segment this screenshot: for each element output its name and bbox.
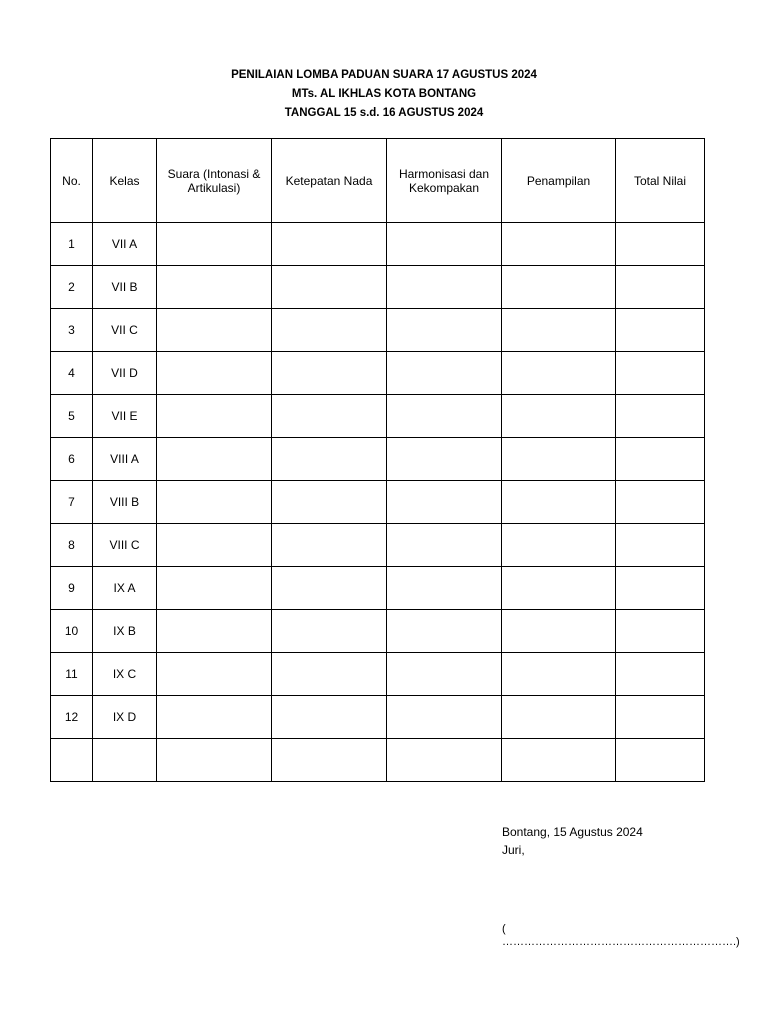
cell-no: 2 [51, 266, 93, 309]
cell-kelas: VII C [93, 309, 157, 352]
signature-name-line: ( ……………………………………………………….) [502, 923, 740, 948]
table-row [51, 481, 705, 524]
cell-no: 5 [51, 395, 93, 438]
column-header-harmonisasi: Harmonisasi dan Kekompakan [387, 139, 502, 223]
cell-no: 1 [51, 223, 93, 266]
cell-score-penampilan[interactable] [502, 438, 616, 481]
cell-kelas: VII E [93, 395, 157, 438]
cell-score-harmonisasi[interactable] [387, 223, 502, 266]
document-header [0, 66, 768, 123]
cell-kelas: IX A [93, 567, 157, 610]
cell-score-harmonisasi[interactable] [387, 352, 502, 395]
table-row [51, 653, 705, 696]
table-row [51, 524, 705, 567]
cell-score-harmonisasi[interactable] [387, 653, 502, 696]
cell-score-total-nilai[interactable] [616, 438, 705, 481]
cell-score-suara[interactable] [157, 610, 272, 653]
cell-kelas: VIII B [93, 481, 157, 524]
column-header-no: No. [51, 139, 93, 223]
score-table [50, 138, 705, 782]
cell-score-suara[interactable] [157, 696, 272, 739]
table-row [51, 610, 705, 653]
cell-no [51, 739, 93, 782]
cell-score-total-nilai[interactable] [616, 395, 705, 438]
cell-score-penampilan[interactable] [502, 739, 616, 782]
cell-score-suara[interactable] [157, 481, 272, 524]
cell-score-penampilan[interactable] [502, 481, 616, 524]
cell-score-total-nilai[interactable] [616, 567, 705, 610]
column-header-suara: Suara (Intonasi & Artikulasi) [157, 139, 272, 223]
cell-score-suara[interactable] [157, 223, 272, 266]
cell-score-penampilan[interactable] [502, 223, 616, 266]
cell-no: 8 [51, 524, 93, 567]
cell-score-penampilan[interactable] [502, 309, 616, 352]
cell-score-harmonisasi[interactable] [387, 696, 502, 739]
cell-no: 3 [51, 309, 93, 352]
cell-score-total-nilai[interactable] [616, 223, 705, 266]
column-header-penampilan: Penampilan [502, 139, 616, 223]
cell-score-harmonisasi[interactable] [387, 481, 502, 524]
header-title: PENILAIAN LOMBA PADUAN SUARA 17 AGUSTUS 2024 [231, 69, 537, 81]
cell-score-penampilan[interactable] [502, 524, 616, 567]
signature-place-date: Bontang, 15 Agustus 2024 [502, 825, 643, 839]
table-body [51, 223, 705, 782]
cell-score-penampilan[interactable] [502, 352, 616, 395]
cell-kelas [93, 739, 157, 782]
cell-score-suara[interactable] [157, 653, 272, 696]
cell-score-ketepatan-nada[interactable] [272, 653, 387, 696]
cell-score-ketepatan-nada[interactable] [272, 524, 387, 567]
cell-score-ketepatan-nada[interactable] [272, 309, 387, 352]
header-school: MTs. AL IKHLAS KOTA BONTANG [291, 88, 477, 100]
cell-score-penampilan[interactable] [502, 266, 616, 309]
cell-score-penampilan[interactable] [502, 653, 616, 696]
header-date: TANGGAL 15 s.d. 16 AGUSTUS 2024 [284, 107, 484, 119]
cell-score-penampilan[interactable] [502, 395, 616, 438]
cell-kelas: VII D [93, 352, 157, 395]
cell-score-total-nilai[interactable] [616, 309, 705, 352]
cell-score-ketepatan-nada[interactable] [272, 696, 387, 739]
cell-score-penampilan[interactable] [502, 567, 616, 610]
cell-score-ketepatan-nada[interactable] [272, 739, 387, 782]
cell-score-harmonisasi[interactable] [387, 438, 502, 481]
cell-no: 12 [51, 696, 93, 739]
table-header-row [51, 139, 705, 223]
table-row [51, 395, 705, 438]
cell-no: 6 [51, 438, 93, 481]
table-row [51, 438, 705, 481]
cell-score-suara[interactable] [157, 266, 272, 309]
cell-score-ketepatan-nada[interactable] [272, 395, 387, 438]
cell-score-ketepatan-nada[interactable] [272, 352, 387, 395]
table-row [51, 223, 705, 266]
cell-no: 10 [51, 610, 93, 653]
cell-score-suara[interactable] [157, 524, 272, 567]
column-header-total-nilai: Total Nilai [616, 139, 705, 223]
cell-score-total-nilai[interactable] [616, 524, 705, 567]
column-header-kelas: Kelas [93, 139, 157, 223]
cell-kelas: IX B [93, 610, 157, 653]
cell-score-total-nilai[interactable] [616, 481, 705, 524]
cell-score-ketepatan-nada[interactable] [272, 266, 387, 309]
cell-score-total-nilai[interactable] [616, 266, 705, 309]
cell-score-harmonisasi[interactable] [387, 739, 502, 782]
table-row [51, 567, 705, 610]
cell-score-total-nilai[interactable] [616, 653, 705, 696]
cell-kelas: VIII A [93, 438, 157, 481]
cell-score-harmonisasi[interactable] [387, 309, 502, 352]
table-row [51, 266, 705, 309]
cell-kelas: IX D [93, 696, 157, 739]
cell-score-harmonisasi[interactable] [387, 567, 502, 610]
cell-score-ketepatan-nada[interactable] [272, 438, 387, 481]
cell-kelas: IX C [93, 653, 157, 696]
cell-kelas: VII B [93, 266, 157, 309]
cell-score-suara[interactable] [157, 438, 272, 481]
cell-no: 11 [51, 653, 93, 696]
table-row [51, 739, 705, 782]
column-header-ketepatan-nada: Ketepatan Nada [272, 139, 387, 223]
cell-score-suara[interactable] [157, 395, 272, 438]
cell-score-suara[interactable] [157, 309, 272, 352]
cell-score-penampilan[interactable] [502, 610, 616, 653]
cell-score-suara[interactable] [157, 352, 272, 395]
cell-score-total-nilai[interactable] [616, 610, 705, 653]
signature-role: Juri, [502, 843, 525, 857]
cell-no: 9 [51, 567, 93, 610]
cell-score-ketepatan-nada[interactable] [272, 610, 387, 653]
cell-score-ketepatan-nada[interactable] [272, 223, 387, 266]
cell-score-suara[interactable] [157, 567, 272, 610]
cell-score-total-nilai[interactable] [616, 739, 705, 782]
cell-score-harmonisasi[interactable] [387, 266, 502, 309]
signature-block [502, 823, 740, 948]
cell-score-penampilan[interactable] [502, 696, 616, 739]
cell-score-harmonisasi[interactable] [387, 610, 502, 653]
cell-kelas: VIII C [93, 524, 157, 567]
table-row [51, 696, 705, 739]
cell-score-harmonisasi[interactable] [387, 395, 502, 438]
cell-score-ketepatan-nada[interactable] [272, 481, 387, 524]
cell-no: 4 [51, 352, 93, 395]
cell-no: 7 [51, 481, 93, 524]
cell-score-total-nilai[interactable] [616, 352, 705, 395]
cell-score-harmonisasi[interactable] [387, 524, 502, 567]
cell-kelas: VII A [93, 223, 157, 266]
table-row [51, 352, 705, 395]
table-row [51, 309, 705, 352]
cell-score-total-nilai[interactable] [616, 696, 705, 739]
cell-score-ketepatan-nada[interactable] [272, 567, 387, 610]
cell-score-suara[interactable] [157, 739, 272, 782]
